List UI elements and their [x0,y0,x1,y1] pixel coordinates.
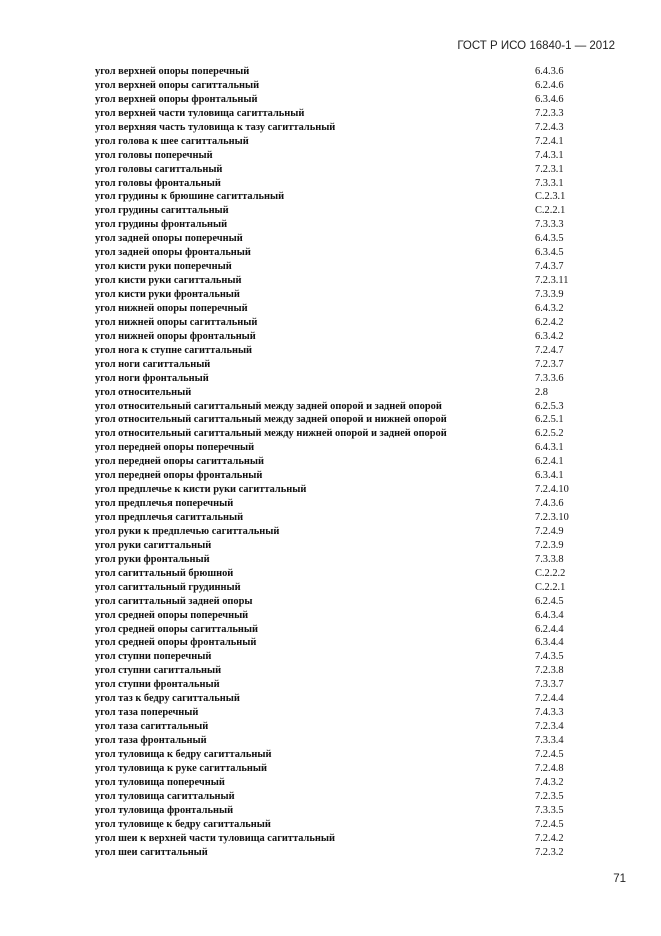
index-reference: 7.4.3.1 [535,149,564,161]
index-entry [95,260,595,274]
index-reference: 7.2.3.1 [535,163,564,175]
index-term: угол таза сагиттальный [95,721,209,733]
index-entry [95,706,595,720]
index-reference: 6.4.3.2 [535,302,564,314]
index-reference: 7.2.4.9 [535,525,564,537]
index-reference: 6.2.4.6 [535,79,564,91]
index-entry [95,511,595,525]
index-term: угол передней опоры фронтальный [95,470,263,482]
index-term: угол верхняя часть туловища к тазу сагиттальный [95,121,336,133]
index-entry [95,232,595,246]
index-term: угол руки фронтальный [95,553,210,565]
index-term: угол ступни сагиттальный [95,665,222,677]
index-entry [95,776,595,790]
index-entry [95,525,595,539]
index-entry [95,190,595,204]
index-entry [95,720,595,734]
index-term: угол таза фронтальный [95,735,207,746]
index-entry [95,358,595,372]
index-term: угол головы сагиттальный [95,163,223,175]
index-reference: 7.2.3.9 [535,539,564,551]
index-entry [95,692,595,706]
index-reference: 7.2.3.8 [535,665,564,677]
index-entry [95,79,595,93]
index-entry [95,246,595,260]
index-entry [95,790,595,804]
index-term: угол передней опоры сагиттальный [95,456,264,468]
index-entry [95,455,595,469]
index-entry [95,177,595,191]
index-term: угол предплечья поперечный [95,498,234,510]
index-entry [95,93,595,107]
index-reference: 6.2.4.5 [535,595,564,607]
index-term: угол туловища сагиттальный [95,790,235,802]
index-reference: 7.4.3.2 [535,776,564,788]
index-reference: 7.4.3.3 [535,707,564,719]
index-entry [95,609,595,623]
index-reference: С.2.2.1 [535,581,566,593]
index-reference: 7.2.3.3 [535,107,564,119]
index-term: угол нижней опоры фронтальный [95,330,256,342]
index-entry [95,539,595,553]
index-entry [95,553,595,567]
index-term: угол средней опоры поперечный [95,609,249,621]
index-reference: 7.4.3.5 [535,651,564,663]
index-term: угол шеи к верхней части туловища сагиттальный [95,832,335,844]
index-term: угол задней опоры поперечный [95,233,243,245]
index-reference: 7.3.3.3 [535,219,564,231]
index-term: угол относительный сагиттальный между задней опорой и задней опорой [95,400,442,412]
index-reference: 7.2.4.5 [535,818,564,830]
index-entry [95,567,595,581]
index-reference: 7.2.4.10 [535,484,569,496]
index-term: угол туловища к бедру сагиттальный [95,748,272,760]
index-term: угол нога к ступне сагиттальный [95,344,253,356]
index-list [95,65,595,859]
index-reference: 6.2.4.4 [535,623,564,635]
index-term: угол ступни фронтальный [95,679,220,691]
index-term: угол туловище к бедру сагиттальный [95,818,271,830]
index-term: угол предплечье к кисти руки сагиттальный [95,484,307,496]
index-term: угол верхней опоры фронтальный [95,93,258,105]
index-term: угол предплечья сагиттальный [95,512,244,523]
index-entry [95,135,595,149]
index-reference: 7.2.3.11 [535,275,569,287]
index-entry [95,623,595,637]
index-reference: 7.2.3.2 [535,846,564,858]
index-entry [95,163,595,177]
index-entry [95,762,595,776]
index-reference: 7.2.4.3 [535,121,564,133]
index-term: угол сагиттальный грудинный [95,581,241,593]
page-number: 71 [613,873,626,885]
index-entry [95,274,595,288]
index-reference: 6.2.4.2 [535,316,564,328]
index-term: угол сагиттальный задней опоры [95,595,253,607]
index-entry [95,734,595,748]
index-entry [95,483,595,497]
index-entry [95,330,595,344]
index-reference: 7.2.4.5 [535,748,564,760]
index-entry [95,372,595,386]
index-reference: 7.3.3.8 [535,553,564,565]
index-reference: 7.2.4.1 [535,135,564,147]
document-header: ГОСТ Р ИСО 16840-1 — 2012 [457,40,615,52]
index-reference: С.2.3.1 [535,191,566,203]
index-entry [95,386,595,400]
index-reference: 6.2.5.1 [535,414,564,426]
index-reference: 6.2.4.1 [535,456,564,468]
index-reference: 6.4.3.4 [535,609,564,621]
index-entry [95,149,595,163]
index-entry [95,581,595,595]
index-term: угол средней опоры фронтальный [95,637,257,649]
index-reference: 6.4.3.1 [535,442,564,454]
index-term: угол передней опоры поперечный [95,442,255,454]
index-reference: 7.4.3.7 [535,261,564,273]
index-entry [95,427,595,441]
index-reference: 7.3.3.7 [535,679,564,691]
index-term: угол ноги сагиттальный [95,358,211,370]
index-entry [95,344,595,358]
index-term: угол грудины фронтальный [95,219,228,231]
index-term: угол нижней опоры поперечный [95,302,248,314]
index-entry [95,595,595,609]
index-term: угол нижней опоры сагиттальный [95,316,258,328]
index-reference: 6.3.4.1 [535,470,564,482]
index-reference: 6.4.3.5 [535,233,564,245]
index-reference: 7.2.3.4 [535,721,564,733]
index-entry [95,121,595,135]
index-reference: 7.3.3.5 [535,804,564,816]
index-reference: 7.2.3.7 [535,358,564,370]
index-reference: 6.3.4.4 [535,637,564,649]
index-term: угол грудины к брюшине сагиттальный [95,191,285,203]
index-reference: 6.2.5.2 [535,428,564,440]
index-entry [95,413,595,427]
index-term: угол относительный сагиттальный между задней опорой и нижней опорой [95,414,447,426]
index-term: угол кисти руки фронтальный [95,289,240,300]
index-entry [95,107,595,121]
index-entry [95,818,595,832]
index-term: угол туловища поперечный [95,776,225,788]
index-reference: 7.2.4.7 [535,344,564,356]
index-reference: 6.3.4.5 [535,247,564,259]
index-entry [95,302,595,316]
index-term: угол таза поперечный [95,707,199,719]
index-reference: С.2.2.1 [535,205,566,217]
index-reference: 7.3.3.4 [535,735,564,746]
index-term: угол верхней опоры сагиттальный [95,79,260,91]
index-reference: 6.3.4.6 [535,93,564,105]
index-term: угол головы поперечный [95,149,213,161]
index-reference: 6.4.3.6 [535,66,564,77]
index-term: угол головы фронтальный [95,177,221,189]
index-reference: 7.3.3.6 [535,372,564,384]
index-reference: 7.3.3.1 [535,177,564,189]
index-entry [95,218,595,232]
index-entry [95,400,595,414]
index-reference: С.2.2.2 [535,567,566,579]
index-entry [95,497,595,511]
index-term: угол средней опоры сагиттальный [95,623,258,635]
index-term: угол сагиттальный брюшной [95,567,234,579]
index-term: угол верхней части туловища сагиттальный [95,107,305,119]
index-entry [95,469,595,483]
index-term: угол относительный сагиттальный между нижней опорой и задней опорой [95,428,447,440]
index-term: угол верхней опоры поперечный [95,66,250,77]
index-term: угол ступни поперечный [95,651,212,663]
index-reference: 7.2.4.4 [535,693,564,705]
index-reference: 7.2.4.2 [535,832,564,844]
index-entry [95,804,595,818]
index-term: угол руки сагиттальный [95,539,212,551]
index-entry [95,65,595,79]
index-term: угол задней опоры фронтальный [95,247,251,259]
index-term: угол относительный [95,386,192,398]
index-reference: 6.2.5.3 [535,400,564,412]
index-entry [95,678,595,692]
index-entry [95,636,595,650]
index-term: угол туловища к руке сагиттальный [95,762,268,774]
index-term: угол голова к шее сагиттальный [95,135,249,147]
index-reference: 7.2.3.5 [535,790,564,802]
index-term: угол кисти руки сагиттальный [95,275,242,287]
index-entry [95,288,595,302]
index-entry [95,846,595,860]
index-entry [95,441,595,455]
index-term: угол туловища фронтальный [95,804,234,816]
index-reference: 7.3.3.9 [535,289,564,300]
index-reference: 7.2.3.10 [535,512,569,523]
index-entry [95,316,595,330]
index-reference: 7.4.3.6 [535,498,564,510]
index-entry [95,204,595,218]
index-reference: 7.2.4.8 [535,762,564,774]
index-term: угол руки к предплечью сагиттальный [95,525,280,537]
index-term: угол кисти руки поперечный [95,261,232,273]
index-reference: 6.3.4.2 [535,330,564,342]
index-entry [95,832,595,846]
index-entry [95,664,595,678]
index-entry [95,748,595,762]
index-term: угол ноги фронтальный [95,372,209,384]
index-entry [95,650,595,664]
index-term: угол таз к бедру сагиттальный [95,693,240,705]
index-reference: 2.8 [535,386,548,398]
index-term: угол шеи сагиттальный [95,846,208,858]
index-term: угол грудины сагиттальный [95,205,229,217]
